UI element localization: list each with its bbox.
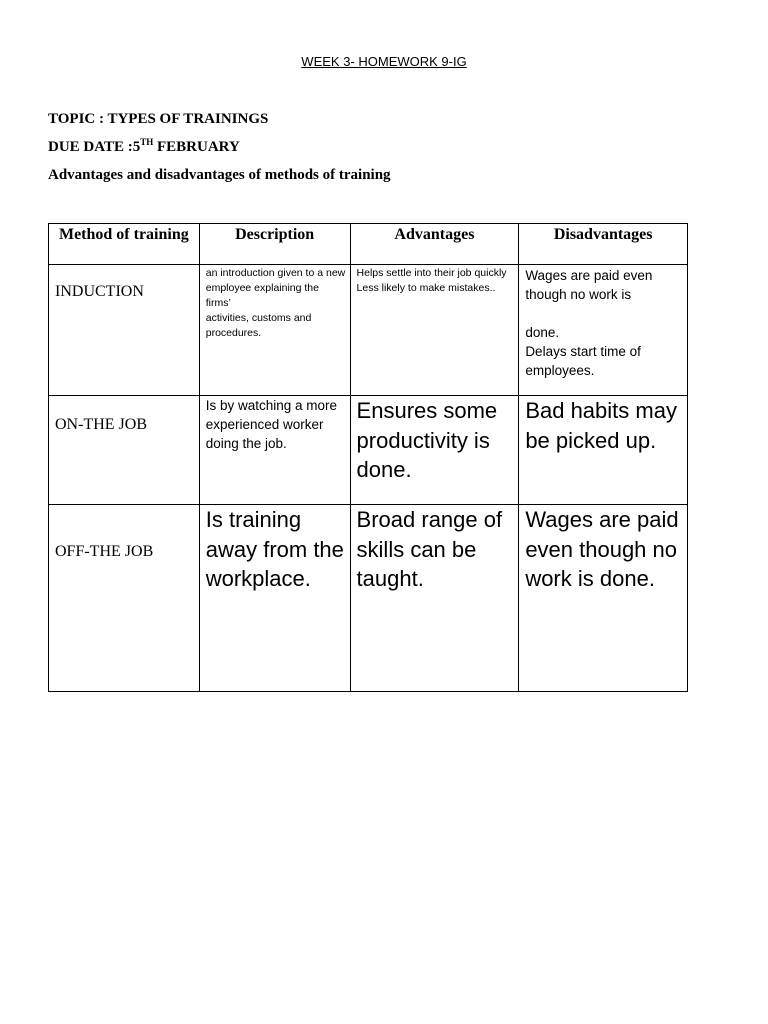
- topic-line: TOPIC : TYPES OF TRAININGS: [48, 111, 269, 127]
- training-methods-table: [48, 223, 688, 692]
- disadvantages-cell: Wages are paid even though no work is done. Delays start time of employees.: [519, 265, 688, 396]
- table-header-row: [49, 224, 688, 265]
- table-row: [49, 396, 688, 505]
- header-method: Method of training: [49, 224, 200, 265]
- method-cell: OFF-THE JOB: [49, 505, 200, 692]
- header-disadvantages: Disadvantages: [519, 224, 688, 265]
- method-cell: INDUCTION: [49, 265, 200, 396]
- disadvantages-cell: Bad habits may be picked up.: [519, 396, 688, 505]
- advantages-cell: Helps settle into their job quickly Less likely to make mistakes..: [350, 265, 519, 396]
- description-cell: Is by watching a more experienced worker doing the job.: [199, 396, 350, 505]
- header-description: Description: [199, 224, 350, 265]
- due-date-line: [48, 139, 240, 156]
- method-cell: ON-THE JOB: [49, 396, 200, 505]
- table-row: [49, 265, 688, 396]
- description-cell: Is training away from the workplace.: [199, 505, 350, 692]
- advantages-cell: Ensures some productivity is done.: [350, 396, 519, 505]
- due-date-prefix: DUE DATE :5: [48, 139, 141, 155]
- advantages-cell: Broad range of skills can be taught.: [350, 505, 519, 692]
- description-cell: an introduction given to a new employee explaining the firms’ activities, customs and procedures.: [199, 265, 350, 396]
- due-date-superscript: TH: [140, 137, 154, 147]
- due-date-suffix: FEBRUARY: [153, 139, 240, 155]
- disadvantages-cell: Wages are paid even though no work is done.: [519, 505, 688, 692]
- table-row: [49, 505, 688, 692]
- header-advantages: Advantages: [350, 224, 519, 265]
- document-title: WEEK 3- HOMEWORK 9-IG: [301, 54, 467, 69]
- subtitle-line: Advantages and disadvantages of methods of training: [48, 167, 391, 183]
